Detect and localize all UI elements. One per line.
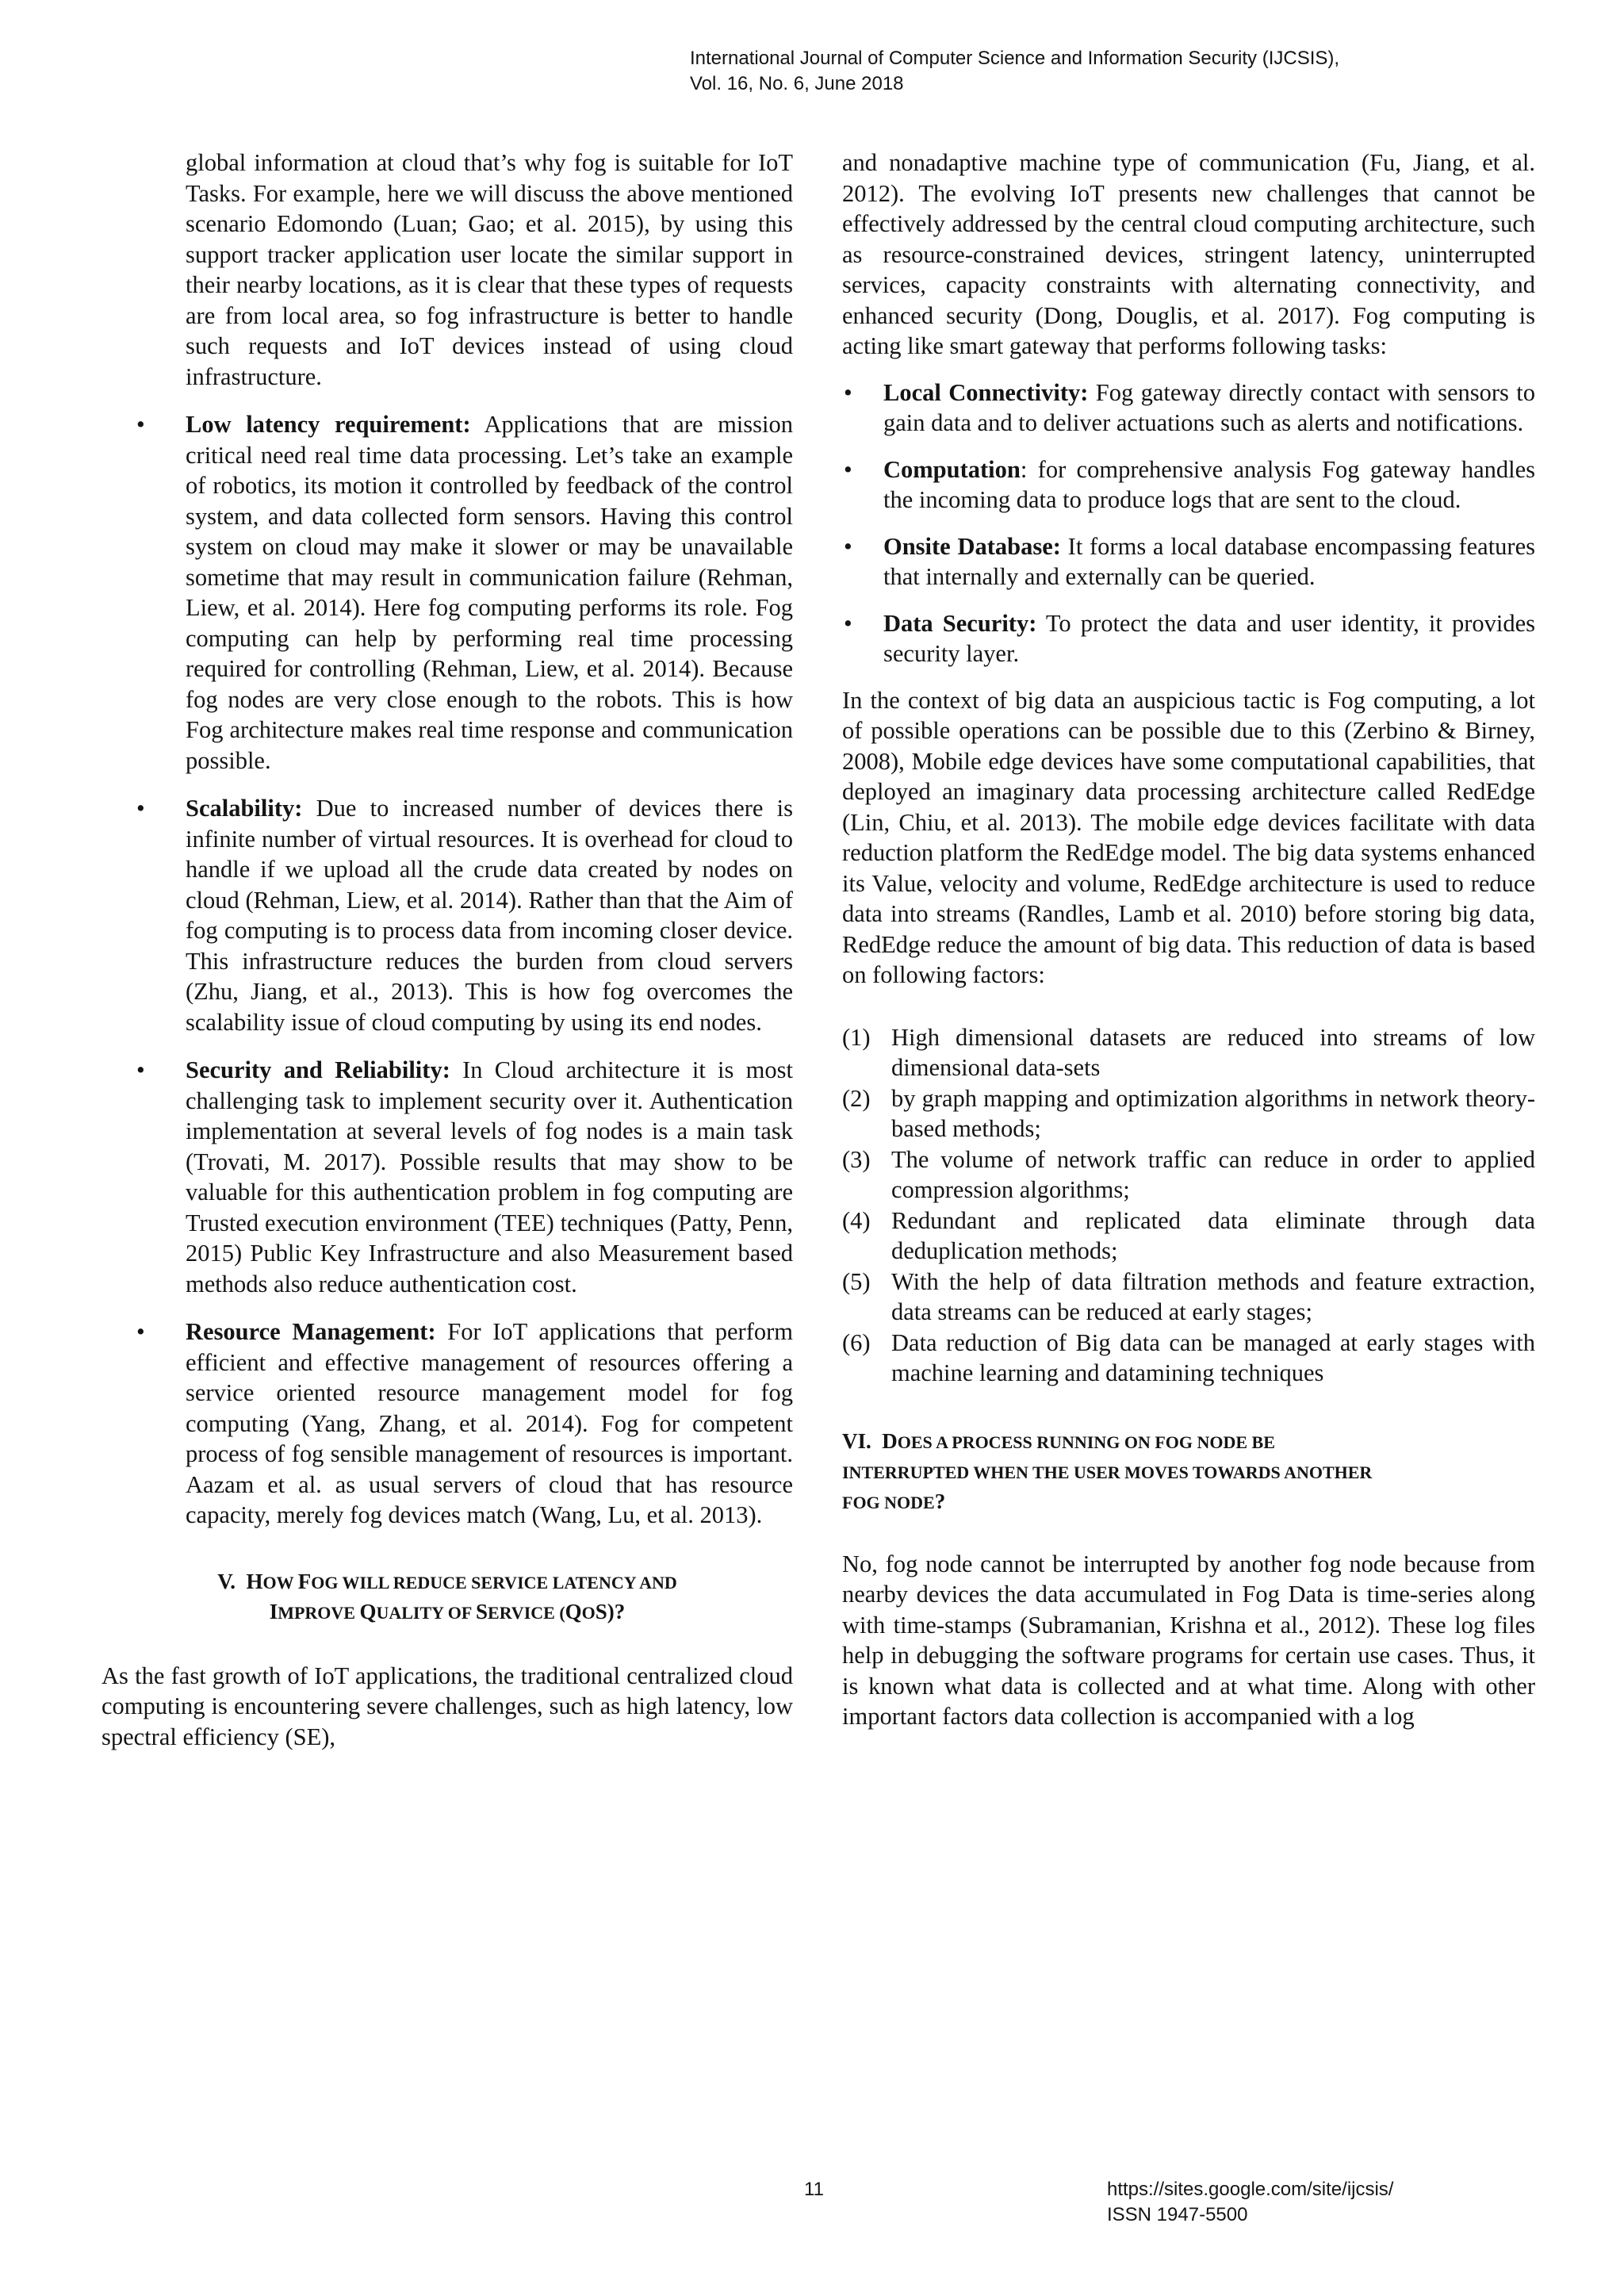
bullet-security-reliability xyxy=(102,1055,793,1299)
journal-volume-line: Vol. 16, No. 6, June 2018 xyxy=(690,73,904,94)
bullet-data-security xyxy=(842,608,1535,669)
right-outro-paragraph: No, fog node cannot be interrupted by another fog node because from nearby devices the data accumulated in Fog Data is time-series along with time-stamps (Subramanian, Krishna et al., 2012). These log files help in debugging the software programs for certain use cases. Thus, it is known what data is collected and at what time. Along with other important factors data collection is accompanied with a log xyxy=(842,1550,1535,1730)
bullet-text: Fog gateway directly contact with sensors to gain data and to deliver actuations such as alerts and notifications. xyxy=(883,378,1535,436)
bullet-term: Onsite Database: xyxy=(883,532,1061,560)
left-outro-paragraph: As the fast growth of IoT applications, the traditional centralized cloud computing is encountering severe challenges, such as high latency, low spectral efficiency (SE), xyxy=(102,1662,793,1750)
section-v-heading-line1: V. HOW FOG WILL REDUCE SERVICE LATENCY AND xyxy=(217,1569,677,1593)
left-bullet-list xyxy=(102,409,793,1531)
page-number: 11 xyxy=(804,2179,824,2200)
left-column xyxy=(102,148,793,1752)
numbered-item: (2) by graph mapping and optimization algorithms in network theory-based methods; xyxy=(842,1084,1535,1142)
bullet-icon: • xyxy=(844,378,852,406)
bullet-icon: • xyxy=(844,532,852,560)
bullet-icon: • xyxy=(136,1318,145,1345)
bullet-text: Due to increased number of devices there is infinite number of virtual resources. It is overhead for cloud to handle if we upload all the crude data created by nodes on cloud (Rehman, Liew, et al. 2014). Rather than that the Aim of fog computing is to process data from incoming closer device. This infrastructure reduces the burden from cloud servers (Zhu, Jiang, et al., 2013). This is how fog overcomes the scalability issue of cloud computing by using its end nodes. xyxy=(186,795,793,1036)
bullet-computation xyxy=(842,454,1535,516)
section-vi-heading xyxy=(842,1427,1535,1517)
right-column xyxy=(842,148,1535,1732)
journal-url: https://sites.google.com/site/ijcsis/ xyxy=(1107,2179,1394,2200)
section-v-heading xyxy=(102,1567,793,1627)
bullet-term: Resource Management: xyxy=(186,1318,436,1345)
bullet-local-connectivity xyxy=(842,378,1535,439)
bullet-icon: • xyxy=(844,455,852,483)
left-intro-paragraph: global information at cloud that’s why fog is suitable for IoT Tasks. For example, here we will discuss the above mentioned scenario Edomondo (Luan; Gao; et al. 2015), by using this support tracker application user locate the similar support in their nearby locations, as it is clear that these types of requests are from local area, so fog infrastructure is better to handle such requests and IoT devices instead of using cloud infrastructure. xyxy=(186,149,793,390)
section-v-heading-line2: IMPROVE QUALITY OF SERVICE (QOS)? xyxy=(269,1599,626,1623)
numbered-item: (4) Redundant and replicated data eliminate through data deduplication methods; xyxy=(842,1206,1535,1264)
numbered-item: (5) With the help of data filtration methods and feature extraction, data streams can be reduced at early stages; xyxy=(842,1267,1535,1325)
bullet-text: In Cloud architecture it is most challenging task to implement security over it. Authentication implementation at several levels of fog nodes is a main task (Trovati, M. 2017). Possible results that may show to be valuable for this authentication problem in fog computing are Trusted execution environment (TEE) techniques (Patty, Penn, 2015) Public Key Infrastructure and also Measurement based methods also reduce authentication cost. xyxy=(186,1056,793,1297)
reduction-factors-list xyxy=(842,1022,1535,1389)
right-intro-paragraph: and nonadaptive machine type of communication (Fu, Jiang, et al. 2012). The evolving IoT presents new challenges that cannot be effectively addressed by the central cloud computing architecture, such as resource-constrained devices, stringent latency, uninterrupted services, capacity constraints with alternating connectivity, and enhanced security (Dong, Douglis, et al. 2017). Fog computing is acting like smart gateway that performs following tasks: xyxy=(842,149,1535,359)
section-vi-heading-line2: INTERRUPTED WHEN THE USER MOVES TOWARDS ANOTHER xyxy=(842,1462,1373,1482)
bullet-icon: • xyxy=(136,1056,145,1083)
section-vi-heading-line3: FOG NODE? xyxy=(842,1489,946,1513)
numbered-item: (3) The volume of network traffic can reduce in order to applied compression algorithms; xyxy=(842,1145,1535,1203)
right-body-paragraph: In the context of big data an auspicious tactic is Fog computing, a lot of possible operations can be possible due to this (Zerbino & Birney, 2008), Mobile edge devices have some computational capabilities, that deployed an imaginary data processing architecture called RedEdge (Lin, Chiu, et al. 2013). The mobile edge devices facilitate with data reduction platform the RedEdge model. The big data systems enhanced its Value, velocity and volume, RedEdge architecture is used to reduce data into streams (Randles, Lamb et al. 2010) before storing big data, RedEdge reduce the amount of big data. This reduction of data is based on following factors: xyxy=(842,686,1535,988)
bullet-resource-management xyxy=(102,1317,793,1531)
numbered-item: (1) High dimensional datasets are reduced into streams of low dimensional data-sets xyxy=(842,1023,1535,1081)
bullet-text: To protect the data and user identity, it provides security layer. xyxy=(883,609,1535,667)
bullet-text: Applications that are mission critical need real time data processing. Let’s take an example of robotics, its motion it controlled by feedback of the control system, and data collected form sensors. Having this control system on cloud may make it slower or may be unavailable sometime that may result in communication failure (Rehman, Liew, et al. 2014). Here fog computing performs its role. Fog computing can help by performing real time processing required for controlling (Rehman, Liew, et al. 2014). Because fog nodes are very close enough to the robots. This is how Fog architecture makes real time response and communication possible. xyxy=(186,411,793,774)
bullet-term: Low latency requirement: xyxy=(186,411,471,438)
bullet-onsite-database xyxy=(842,531,1535,592)
bullet-text: : for comprehensive analysis Fog gateway handles the incoming data to produce logs that are sent to the cloud. xyxy=(883,455,1535,513)
running-header xyxy=(690,46,1562,97)
bullet-text: For IoT applications that perform efficient and effective management of resources offering a service oriented resource management model for fog computing (Yang, Zhang, et al. 2014). Fog for competent process of fog sensible management of resources is important. Aazam et al. as usual servers of cloud that has resource capacity, merely fog devices match (Wang, Lu, et al. 2013). xyxy=(186,1318,793,1528)
section-vi-heading-line1: VI. DOES A PROCESS RUNNING ON FOG NODE BE xyxy=(842,1428,1275,1453)
bullet-term: Data Security: xyxy=(883,609,1037,637)
bullet-icon: • xyxy=(136,411,145,438)
right-bullet-list xyxy=(842,378,1535,669)
numbered-item: (6) Data reduction of Big data can be managed at early stages with machine learning and datamining techniques xyxy=(842,1328,1535,1386)
issn: ISSN 1947-5500 xyxy=(1107,2204,1248,2225)
bullet-term: Scalability: xyxy=(186,795,303,822)
bullet-low-latency xyxy=(102,409,793,776)
bullet-term: Local Connectivity: xyxy=(883,378,1089,406)
bullet-icon: • xyxy=(844,609,852,637)
bullet-term: Computation xyxy=(883,455,1021,483)
journal-title-line: International Journal of Computer Science and Information Security (IJCSIS), xyxy=(690,48,1340,69)
bullet-icon: • xyxy=(136,795,145,822)
bullet-scalability xyxy=(102,793,793,1037)
bullet-term: Security and Reliability: xyxy=(186,1056,450,1083)
footer-url-block xyxy=(1107,2177,1393,2228)
bullet-text: It forms a local database encompassing features that internally and externally can be queried. xyxy=(883,532,1535,590)
